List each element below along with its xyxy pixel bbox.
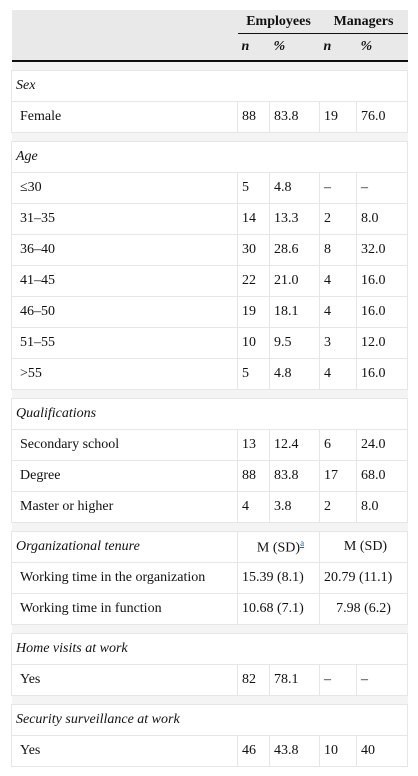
emp-n: 10 [238, 328, 270, 359]
section-title: Sex [12, 71, 408, 102]
emp-n: 19 [238, 297, 270, 328]
mgr-pct: 32.0 [357, 235, 408, 266]
header-emp-pct: % [270, 34, 320, 62]
mgr-pct: 76.0 [357, 102, 408, 133]
section-title: Age [12, 142, 408, 173]
mgr-n: 4 [320, 266, 357, 297]
row-label: Secondary school [12, 430, 238, 461]
mgr-n: 2 [320, 492, 357, 523]
emp-n: 13 [238, 430, 270, 461]
section-title: Security surveillance at work [12, 705, 408, 736]
section-qualifications [12, 399, 408, 430]
table-row [12, 563, 408, 594]
mgr-mean-sd: 7.98 (6.2) [320, 594, 408, 625]
row-label: 51–55 [12, 328, 238, 359]
demographics-table [11, 10, 408, 767]
emp-mean-sd: 15.39 (8.1) [238, 563, 320, 594]
mgr-n: 4 [320, 297, 357, 328]
table-row [12, 204, 408, 235]
row-label: Degree [12, 461, 238, 492]
emp-pct: 28.6 [270, 235, 320, 266]
emp-pct: 18.1 [270, 297, 320, 328]
row-label: Working time in the organization [12, 563, 238, 594]
mgr-n: 2 [320, 204, 357, 235]
table-row [12, 594, 408, 625]
emp-pct: 13.3 [270, 204, 320, 235]
section-home-visits [12, 634, 408, 665]
section-tenure [12, 532, 408, 563]
table-row [12, 492, 408, 523]
emp-pct: 43.8 [270, 736, 320, 767]
section-title: Organizational tenure [12, 532, 238, 563]
header-blank-sub [12, 34, 238, 62]
emp-pct: 4.8 [270, 173, 320, 204]
emp-pct: 83.8 [270, 102, 320, 133]
mgr-pct: – [357, 665, 408, 696]
row-label: Working time in function [12, 594, 238, 625]
tenure-mgr-header: M (SD) [320, 532, 408, 563]
mgr-mean-sd: 20.79 (11.1) [320, 563, 408, 594]
mgr-pct: 8.0 [357, 204, 408, 235]
row-label: >55 [12, 359, 238, 390]
emp-n: 30 [238, 235, 270, 266]
row-label: Female [12, 102, 238, 133]
mgr-pct: – [357, 173, 408, 204]
emp-mean-sd: 10.68 (7.1) [238, 594, 320, 625]
tenure-emp-header [238, 532, 320, 563]
row-label: 41–45 [12, 266, 238, 297]
table-row [12, 359, 408, 390]
table-row [12, 173, 408, 204]
mgr-pct: 40 [357, 736, 408, 767]
mgr-pct: 16.0 [357, 266, 408, 297]
mgr-pct: 16.0 [357, 359, 408, 390]
table-row [12, 461, 408, 492]
row-label: 36–40 [12, 235, 238, 266]
emp-pct: 78.1 [270, 665, 320, 696]
emp-pct: 9.5 [270, 328, 320, 359]
header-mgr-pct: % [357, 34, 408, 62]
row-label: Yes [12, 736, 238, 767]
footnote-link[interactable]: a [300, 537, 305, 548]
emp-pct: 21.0 [270, 266, 320, 297]
table-row [12, 102, 408, 133]
header-employees: Employees [238, 10, 320, 34]
mgr-n: 17 [320, 461, 357, 492]
table-row [12, 736, 408, 767]
mgr-n: 10 [320, 736, 357, 767]
mgr-n: 6 [320, 430, 357, 461]
emp-n: 88 [238, 461, 270, 492]
mgr-pct: 12.0 [357, 328, 408, 359]
section-title: Qualifications [12, 399, 408, 430]
mgr-n: 3 [320, 328, 357, 359]
section-sex [12, 71, 408, 102]
row-label: 46–50 [12, 297, 238, 328]
emp-n: 46 [238, 736, 270, 767]
mgr-n: 4 [320, 359, 357, 390]
mgr-pct: 16.0 [357, 297, 408, 328]
emp-pct: 4.8 [270, 359, 320, 390]
header-blank [12, 10, 238, 34]
mgr-pct: 24.0 [357, 430, 408, 461]
header-managers: Managers [320, 10, 408, 34]
header-mgr-n: n [320, 34, 357, 62]
header-row-sub [12, 34, 408, 62]
table-header [12, 10, 408, 61]
table-row [12, 266, 408, 297]
section-title: Home visits at work [12, 634, 408, 665]
section-age [12, 142, 408, 173]
emp-n: 5 [238, 359, 270, 390]
tenure-emp-header-text: M (SD) [256, 540, 301, 556]
row-label: Yes [12, 665, 238, 696]
table-row [12, 297, 408, 328]
mgr-pct: 8.0 [357, 492, 408, 523]
table-row [12, 430, 408, 461]
section-security [12, 705, 408, 736]
table-row [12, 665, 408, 696]
mgr-n: – [320, 665, 357, 696]
row-label: Master or higher [12, 492, 238, 523]
header-row-groups [12, 10, 408, 34]
demographics-table-container [11, 10, 407, 767]
header-emp-n: n [238, 34, 270, 62]
table-row [12, 328, 408, 359]
table-row [12, 235, 408, 266]
emp-n: 22 [238, 266, 270, 297]
emp-n: 14 [238, 204, 270, 235]
row-label: 31–35 [12, 204, 238, 235]
emp-n: 5 [238, 173, 270, 204]
mgr-n: 8 [320, 235, 357, 266]
emp-pct: 3.8 [270, 492, 320, 523]
mgr-pct: 68.0 [357, 461, 408, 492]
row-label: ≤30 [12, 173, 238, 204]
mgr-n: – [320, 173, 357, 204]
emp-pct: 83.8 [270, 461, 320, 492]
emp-n: 88 [238, 102, 270, 133]
emp-n: 4 [238, 492, 270, 523]
emp-n: 82 [238, 665, 270, 696]
mgr-n: 19 [320, 102, 357, 133]
emp-pct: 12.4 [270, 430, 320, 461]
